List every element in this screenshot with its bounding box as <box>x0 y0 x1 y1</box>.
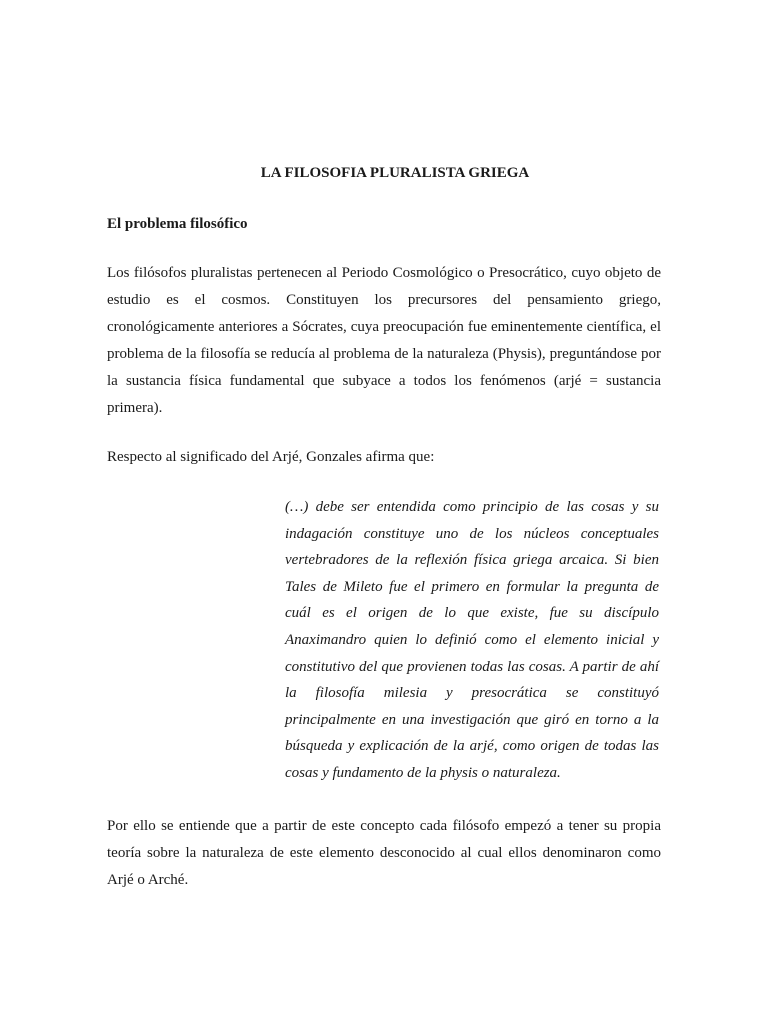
section-heading: El problema filosófico <box>107 216 248 232</box>
body-paragraph: Los filósofos pluralistas pertenecen al Periodo Cosmológico o Presocrático, cuyo objeto de estudio es el cosmos. Constituyen los precursores del pensamiento griego, cronológicamente anteriores a Sócrates, cuya preocupación fue eminentemente científica, el problema de la filosofía se reducía al problema de la naturaleza (Physis), preguntándose por la sustancia física fundamental que subyace a todos los fenómenos (arjé = sustancia primera). <box>107 265 661 416</box>
block-quote: (…) debe ser entendida como principio de las cosas y su indagación constituye uno de los núcleos conceptuales vertebradores de la reflexión física griega arcaica. Si bien Tales de Mileto fue el primero en formular la pregunta de cuál es el origen de lo que existe, fue su discípulo Anaximandro quien lo definió como el elemento inicial y constitutivo del que provienen todas las cosas. A partir de ahí la filosofía milesia y presocrática se constituyó principalmente en una investigación que giró en torno a la búsqueda y explicación de la arjé, como origen de todas las cosas y fundamento de la physis o naturaleza. <box>285 499 659 781</box>
body-paragraph: Por ello se entiende que a partir de este concepto cada filósofo empezó a tener su propia teoría sobre la naturaleza de este elemento desconocido al cual ellos denominaron como Arjé o Arché. <box>107 818 661 888</box>
document-title: LA FILOSOFIA PLURALISTA GRIEGA <box>260 165 530 181</box>
body-paragraph: Respecto al significado del Arjé, Gonzales afirma que: <box>107 449 435 465</box>
